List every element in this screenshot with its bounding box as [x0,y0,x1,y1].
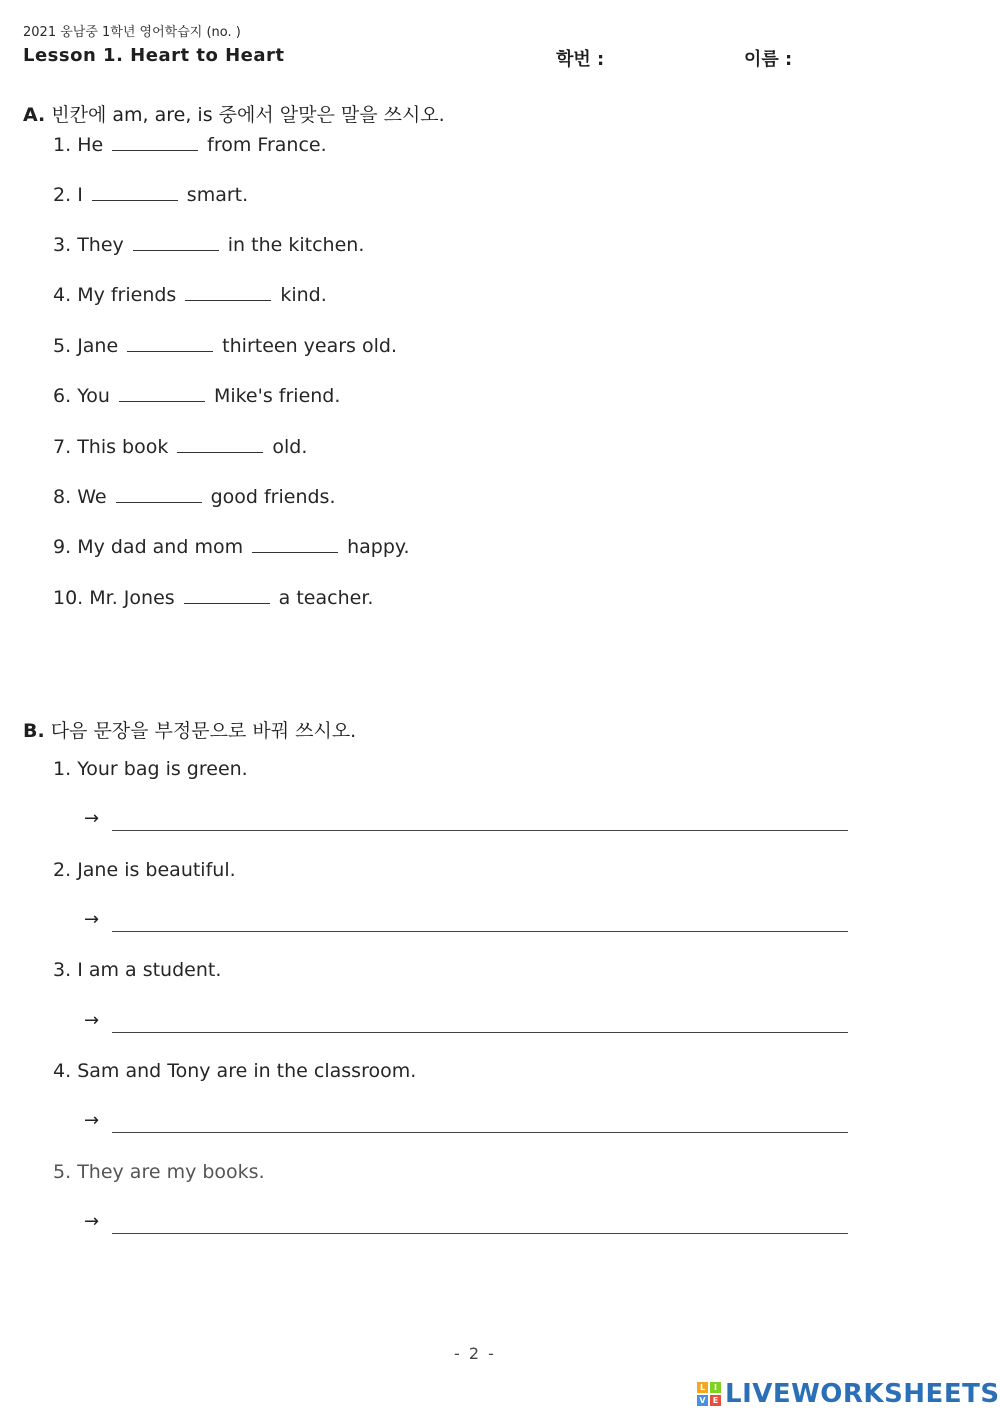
answer-blank[interactable] [252,551,338,553]
question-text-before: Mr. Jones [89,587,175,609]
question-text-after: happy. [347,536,410,558]
section-a-heading [23,100,445,127]
question-number: 3. [53,234,72,256]
answer-line-b-5[interactable] [112,1233,848,1234]
question-text-before: My dad and mom [77,536,244,558]
answer-blank[interactable] [185,299,271,301]
question-text-before: Jane [77,335,119,357]
question-text-before: They [77,234,124,256]
logo-text: LIVEWORKSHEETS [725,1379,1000,1409]
question-text-after: old. [272,436,308,458]
question-a-5 [53,335,397,357]
arrow-icon: → [84,808,100,829]
section-b-heading [23,716,356,743]
question-number: 6. [53,385,72,407]
question-number: 2. [53,859,72,881]
question-a-7 [53,436,307,458]
section-b-letter: B. [23,720,45,742]
question-text-after: in the kitchen. [227,234,365,256]
section-b-instruction: 다음 문장을 부정문으로 바꿔 쓰시오. [50,720,357,742]
question-b-2 [53,859,236,881]
answer-line-b-4[interactable] [112,1132,848,1133]
question-text-after: good friends. [210,486,336,508]
arrow-icon: → [84,1010,100,1031]
question-a-4 [53,284,327,306]
worksheet-meta: 2021 웅남중 1학년 영어학습지 (no. ) [23,25,241,40]
arrow-icon: → [84,909,100,930]
question-number: 10. [53,587,84,609]
question-number: 9. [53,536,72,558]
question-a-1 [53,134,327,156]
page-number: - 2 - [454,1344,496,1363]
question-number: 1. [53,134,72,156]
question-a-9 [53,536,410,558]
question-text-before: This book [77,436,169,458]
question-text: Sam and Tony are in the classroom. [77,1060,417,1082]
answer-blank[interactable] [92,199,178,201]
question-text-before: You [77,385,110,407]
question-number: 5. [53,1161,72,1183]
question-b-4 [53,1060,416,1082]
question-text-after: from France. [207,134,327,156]
answer-line-b-3[interactable] [112,1032,848,1033]
question-text: Jane is beautiful. [77,859,236,881]
question-text-after: thirteen years old. [222,335,397,357]
question-number: 5. [53,335,72,357]
question-a-2 [53,184,248,206]
lesson-title: Lesson 1. Heart to Heart [23,45,285,66]
logo-icon: L I V E [697,1382,721,1406]
question-number: 7. [53,436,72,458]
answer-blank[interactable] [116,501,202,503]
liveworksheets-logo[interactable] [697,1378,1000,1410]
question-b-5 [53,1161,265,1183]
question-number: 2. [53,184,72,206]
question-b-3 [53,959,221,981]
question-text: Your bag is green. [77,758,248,780]
answer-line-b-1[interactable] [112,830,848,831]
question-text-after: kind. [280,284,327,306]
question-a-8 [53,486,335,508]
question-b-1 [53,758,248,780]
arrow-icon: → [84,1211,100,1232]
question-number: 8. [53,486,72,508]
arrow-icon: → [84,1110,100,1131]
question-text-after: smart. [186,184,249,206]
answer-line-b-2[interactable] [112,931,848,932]
question-text-before: My friends [77,284,177,306]
question-text: They are my books. [77,1161,265,1183]
name-label: 이름 : [744,49,793,70]
question-text-before: I [77,184,83,206]
answer-blank[interactable] [177,451,263,453]
question-a-10 [53,587,373,609]
answer-blank[interactable] [184,602,270,604]
answer-blank[interactable] [133,249,219,251]
question-a-6 [53,385,340,407]
question-text-before: We [77,486,107,508]
question-number: 4. [53,284,72,306]
question-number: 1. [53,758,72,780]
question-text: I am a student. [77,959,222,981]
question-number: 4. [53,1060,72,1082]
answer-blank[interactable] [112,149,198,151]
question-text-after: Mike's friend. [213,385,341,407]
question-text-after: a teacher. [278,587,374,609]
section-a-instruction: 빈칸에 am, are, is 중에서 알맞은 말을 쓰시오. [51,104,445,126]
answer-blank[interactable] [127,350,213,352]
question-number: 3. [53,959,72,981]
student-id-label: 학번 : [556,49,605,70]
answer-blank[interactable] [119,400,205,402]
section-a-letter: A. [23,104,46,126]
question-text-before: He [77,134,104,156]
question-a-3 [53,234,364,256]
